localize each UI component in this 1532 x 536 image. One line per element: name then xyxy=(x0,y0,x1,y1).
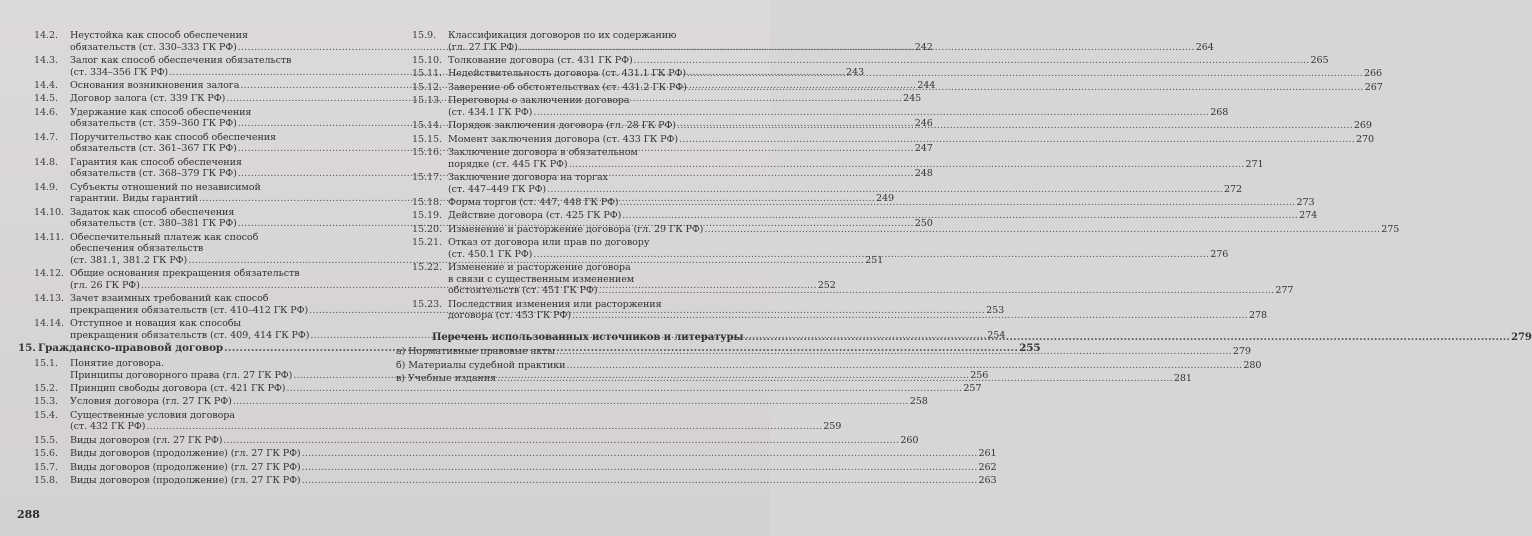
toc-page-ref: 260 xyxy=(900,434,919,446)
dot-leader xyxy=(533,249,1209,261)
toc-page-ref: 249 xyxy=(875,193,894,205)
toc-page-ref: 253 xyxy=(986,304,1005,316)
toc-page-ref: 276 xyxy=(1210,248,1229,260)
toc-entry-title: Виды договоров (продолжение) (гл. 27 ГК РФ) xyxy=(70,474,301,486)
toc-entry-title-line: обеспечения обязательств xyxy=(70,243,204,255)
toc-entry-last-line xyxy=(448,285,1293,297)
toc-entry-number: 14.3. xyxy=(34,54,58,66)
toc-entry-number: 14.2. xyxy=(34,30,58,41)
toc-entry-number: 15.14. xyxy=(412,120,442,132)
toc-entry-body xyxy=(448,95,1228,118)
toc-entry-title-line: Задаток как способ обеспечения xyxy=(70,206,235,218)
dot-leader xyxy=(302,448,978,460)
toc-entry-number: 15.6. xyxy=(34,448,58,460)
toc-entry-title: прекращения обязательств (ст. 410–412 ГК РФ) xyxy=(70,304,309,316)
toc-entry-title: (ст. 381.1, 381.2 ГК РФ) xyxy=(70,254,188,266)
toc-page-ref: 265 xyxy=(1310,54,1329,66)
toc-entry-title-line: Изменение и расторжение договора xyxy=(448,262,631,274)
dot-leader xyxy=(233,396,909,408)
toc-entry xyxy=(34,409,842,433)
toc-page-ref: 243 xyxy=(846,66,865,78)
dot-leader xyxy=(572,310,1248,322)
toc-entry-title: обязательств (ст. 380–381 ГК РФ) xyxy=(70,218,237,230)
toc-entry-title: в) Учебные издания xyxy=(396,373,496,385)
toc-entry-title: (ст. 434.1 ГК РФ) xyxy=(448,106,533,118)
toc-page-ref: 270 xyxy=(1355,133,1374,145)
toc-entry-last-line xyxy=(448,184,1242,196)
dot-leader xyxy=(566,360,1242,372)
toc-entry-title-line: Отступное и новация как способы xyxy=(70,318,241,330)
toc-page-ref: 251 xyxy=(865,254,884,266)
toc-page-ref: 275 xyxy=(1381,223,1400,235)
toc-entry-number: 15.22. xyxy=(412,262,442,274)
toc-entry-title: прекращения обязательств (ст. 409, 414 ГК РФ) xyxy=(70,329,310,341)
toc-entry xyxy=(34,474,997,487)
toc-entry xyxy=(34,396,928,408)
toc-entry-number: 14.7. xyxy=(34,131,58,143)
toc-entry-number: 14.8. xyxy=(34,156,58,168)
toc-page-ref: 248 xyxy=(914,168,933,180)
toc-entry-title: Толкование договора (ст. 431 ГК РФ) xyxy=(448,54,633,66)
toc-entry-title: гарантии. Виды гарантий xyxy=(70,193,199,205)
toc-entry-last-line xyxy=(396,373,1192,385)
toc-entry xyxy=(34,448,997,460)
toc-entry-title: (ст. 334–356 ГК РФ) xyxy=(70,66,169,78)
toc-entry-title: (ст. 447–449 ГК РФ) xyxy=(448,183,547,195)
dot-leader xyxy=(519,42,1195,54)
toc-entry-body xyxy=(70,410,841,433)
toc-page-ref: 281 xyxy=(1173,373,1192,385)
toc-entry-body xyxy=(70,462,997,474)
toc-page-ref: 250 xyxy=(914,218,933,230)
toc-entry-body xyxy=(448,224,1399,236)
dot-leader xyxy=(569,159,1245,171)
toc-entry-number: 15.17. xyxy=(412,171,442,183)
toc-entry-number: 15.13. xyxy=(412,95,442,107)
toc-entry-title-line: Отказ от договора или прав по договору xyxy=(448,237,650,249)
toc-entry-last-line xyxy=(70,475,997,487)
toc-entry-last-line xyxy=(448,249,1228,261)
toc-entry-body xyxy=(448,30,1214,53)
toc-entry-last-line xyxy=(396,346,1251,358)
toc-entry-body xyxy=(396,373,1192,385)
toc-entry-title: Виды договоров (продолжение) (гл. 27 ГК РФ) xyxy=(70,461,301,473)
toc-entry-last-line xyxy=(448,134,1374,146)
toc-entry-last-line xyxy=(448,310,1267,322)
dot-leader xyxy=(704,224,1380,236)
toc-entry-body xyxy=(432,329,1532,344)
toc-entry-title: обязательств (ст. 359–360 ГК РФ) xyxy=(70,118,237,130)
toc-entry-body xyxy=(448,237,1228,260)
toc-page-ref: 242 xyxy=(914,41,933,53)
toc-entry-title-line: Классификация договоров по их содержанию xyxy=(448,30,677,41)
dot-leader xyxy=(620,197,1296,209)
toc-entry-title: обязательств (ст. 330–333 ГК РФ) xyxy=(70,41,237,53)
toc-entry-title: договора (ст. 453 ГК РФ) xyxy=(448,310,572,322)
toc-entry xyxy=(34,382,982,395)
toc-page-ref: 266 xyxy=(1363,68,1382,80)
toc-entry-body xyxy=(448,172,1242,195)
toc-entry xyxy=(34,434,919,447)
dot-leader xyxy=(598,285,1274,297)
toc-entry-body xyxy=(448,120,1372,132)
toc-page-ref: 254 xyxy=(987,329,1006,341)
toc-entry-body xyxy=(448,68,1382,80)
dot-leader xyxy=(634,55,1310,67)
toc-page-ref: 273 xyxy=(1296,196,1315,208)
toc-page-ref: 271 xyxy=(1245,158,1264,170)
toc-entry-title-line: Гарантия как способ обеспечения xyxy=(70,156,242,168)
toc-entry-number: 14.4. xyxy=(34,79,58,91)
toc-entry-title: Момент заключения договора (ст. 433 ГК РФ) xyxy=(448,133,679,145)
dot-leader xyxy=(223,435,899,447)
toc-entry-number: 15.23. xyxy=(412,298,442,310)
toc-entry-number: 14.6. xyxy=(34,106,58,118)
toc-entry-title: (гл. 26 ГК РФ) xyxy=(70,279,140,291)
toc-entry-number: 14.13. xyxy=(34,293,64,305)
toc-page-ref: 263 xyxy=(978,474,997,486)
toc-page-ref: 246 xyxy=(914,118,933,130)
toc-entry xyxy=(34,461,997,474)
toc-entry-body xyxy=(70,475,997,487)
dot-leader xyxy=(497,373,1173,385)
toc-entry-last-line xyxy=(448,107,1228,119)
toc-entry-number: 15.7. xyxy=(34,461,58,473)
toc-entry-title: (гл. 27 ГК РФ) xyxy=(448,41,518,53)
toc-entry-title-line: Залог как способ обеспечения обязательств xyxy=(70,54,292,66)
toc-entry-body xyxy=(70,448,997,460)
toc-page-ref: 279 xyxy=(1232,346,1251,358)
toc-entry xyxy=(412,133,1374,146)
toc-entry-number: 15.9. xyxy=(412,30,436,41)
toc-entry xyxy=(412,210,1318,222)
toc-entry-last-line xyxy=(70,396,928,408)
toc-entry-number: 14.9. xyxy=(34,181,58,193)
toc-page-ref: 272 xyxy=(1224,183,1243,195)
toc-entry-title: обстоятельств (ст. 451 ГК РФ) xyxy=(448,285,598,297)
toc-entry-number: 15.8. xyxy=(34,474,58,486)
toc-entry-last-line xyxy=(448,79,1383,94)
toc-entry-title: Основания возникновения залога xyxy=(70,79,240,91)
toc-entry-title-line: Поручительство как способ обеспечения xyxy=(70,131,276,143)
toc-entry xyxy=(396,359,1262,372)
toc-entry-last-line xyxy=(448,197,1315,209)
toc-entry-body xyxy=(448,262,1293,297)
toc-entry-title-line: Обеспечительный платеж как способ xyxy=(70,231,259,243)
dot-leader xyxy=(622,210,1298,222)
toc-page-ref: 244 xyxy=(917,79,936,91)
toc-entry-title: Заверение об обстоятельствах (ст. 431.2 ГК РФ) xyxy=(448,81,687,93)
toc-entry-title-line: Переговоры о заключении договора xyxy=(448,95,630,107)
toc-entry-body xyxy=(396,360,1261,372)
toc-entry-title: Недействительность договора (ст. 431.1 ГК РФ) xyxy=(448,68,687,80)
toc-page-ref: 245 xyxy=(903,93,922,105)
toc-entry-title: обязательств (ст. 368–379 ГК РФ) xyxy=(70,168,237,180)
toc-entry-title: Порядок заключения договора (гл. 28 ГК РФ) xyxy=(448,120,676,132)
dot-leader xyxy=(556,346,1232,358)
toc-entry-last-line xyxy=(448,120,1372,132)
toc-entry-title: а) Нормативные правовые акты xyxy=(396,346,555,358)
toc-entry-body xyxy=(448,299,1267,322)
toc-page-ref: 252 xyxy=(817,279,836,291)
toc-page-ref: 259 xyxy=(823,421,842,433)
toc-page-ref: 264 xyxy=(1195,41,1214,53)
toc-entry-last-line xyxy=(70,462,997,474)
toc-entry-title: Перечень использованных источников и литературы xyxy=(432,331,744,343)
toc-entry-last-line xyxy=(448,55,1329,67)
toc-entry-last-line xyxy=(432,329,1532,344)
toc-entry-title-line: Общие основания прекращения обязательств xyxy=(70,268,300,280)
toc-entry-number: 14.14. xyxy=(34,318,64,330)
dot-leader xyxy=(677,120,1353,132)
toc-entry-number: 15.4. xyxy=(34,409,58,421)
toc-entry-number: 14.10. xyxy=(34,206,64,218)
toc-entry-number: 15.16. xyxy=(412,146,442,158)
dot-leader xyxy=(688,79,1364,94)
toc-entry-number: 14.11. xyxy=(34,231,64,243)
toc-entry-last-line xyxy=(448,42,1214,54)
toc-entry-number: 15.21. xyxy=(412,237,442,249)
toc-entry-title: Виды договоров (продолжение) (гл. 27 ГК РФ) xyxy=(70,448,301,460)
toc-entry-title-line: Зачет взаимных требований как способ xyxy=(70,293,269,305)
toc-entry-number: 15.18. xyxy=(412,196,442,208)
toc-entry-body xyxy=(396,346,1251,358)
dot-leader xyxy=(679,134,1355,146)
toc-entry-title: (ст. 432 ГК РФ) xyxy=(70,421,146,433)
toc-entry-title: Договор залога (ст. 339 ГК РФ) xyxy=(70,93,226,105)
toc-entry-number: 15.10. xyxy=(412,54,442,66)
dot-leader xyxy=(533,107,1209,119)
toc-entry-title: Условия договора (гл. 27 ГК РФ) xyxy=(70,396,232,408)
toc-entry-last-line xyxy=(396,360,1261,372)
toc-entry-number: 15.12. xyxy=(412,81,442,93)
toc-entry-last-line xyxy=(448,159,1264,171)
toc-entry-last-line xyxy=(70,448,997,460)
toc-entry-title-line: Понятие договора. xyxy=(70,358,164,369)
page-number: 288 xyxy=(17,508,40,521)
toc-entry-title-line: Удержание как способ обеспечения xyxy=(70,106,252,118)
toc-entry-title: обязательств (ст. 361–367 ГК РФ) xyxy=(70,143,237,155)
toc-page-ref: 278 xyxy=(1248,310,1267,322)
toc-page-ref: 257 xyxy=(963,382,982,394)
toc-entry-last-line xyxy=(70,421,841,433)
toc-entry-number: 14.12. xyxy=(34,268,64,280)
toc-entry-title-line: в связи с существенным изменением xyxy=(448,273,635,285)
toc-page-ref: 274 xyxy=(1299,210,1318,222)
toc-page-ref: 258 xyxy=(909,396,928,408)
toc-entry-last-line xyxy=(448,224,1399,236)
toc-entry-title-line: Существенные условия договора xyxy=(70,409,235,421)
toc-entry-title: Принципы договорного права (гл. 27 ГК РФ) xyxy=(70,369,293,381)
toc-entry-number: 15.5. xyxy=(34,434,58,446)
dot-leader xyxy=(146,421,822,433)
toc-entry-body xyxy=(448,79,1383,94)
toc-entry-title-line: Заключение договора в обязательном xyxy=(448,146,638,158)
toc-entry-title: Действие договора (ст. 425 ГК РФ) xyxy=(448,210,622,222)
toc-entry-number xyxy=(396,332,432,344)
toc-entry-number: 15.3. xyxy=(34,396,58,408)
toc-entry-body xyxy=(448,210,1317,222)
dot-leader xyxy=(744,329,1510,344)
toc-entry-title: Изменение и расторжение договора (гл. 29 ГК РФ) xyxy=(448,223,704,235)
toc-entry-number: 15.20. xyxy=(412,223,442,235)
toc-page-ref: 280 xyxy=(1243,359,1262,371)
toc-page-ref: 267 xyxy=(1364,81,1383,93)
toc-entry-number: 14.5. xyxy=(34,93,58,105)
toc-entry-body xyxy=(448,147,1264,170)
toc-entry-number: 15.11. xyxy=(412,68,442,80)
toc-page-ref: 256 xyxy=(970,369,989,381)
toc-entry-title: б) Материалы судебной практики xyxy=(396,359,566,371)
toc-entry-body xyxy=(70,435,918,447)
toc-page-ref: 261 xyxy=(978,448,997,460)
toc-page-ref: 262 xyxy=(978,461,997,473)
toc-entry-title-line: Заключение договора на торгах xyxy=(448,171,608,183)
toc-entry-number: 15.1. xyxy=(34,358,58,369)
toc-entry-number: 15.19. xyxy=(412,210,442,222)
toc-entry-body xyxy=(448,55,1329,67)
toc-entry-title: Виды договоров (гл. 27 ГК РФ) xyxy=(70,434,223,446)
toc-entry-last-line xyxy=(448,68,1382,80)
toc-entry-number: 15. xyxy=(18,342,36,355)
toc-page-ref: 279 xyxy=(1511,331,1532,343)
toc-entry-title: Принцип свободы договора (ст. 421 ГК РФ) xyxy=(70,382,286,394)
toc-entry-last-line xyxy=(448,210,1317,222)
toc-page-ref: 268 xyxy=(1210,106,1229,118)
toc-page-ref: 277 xyxy=(1275,285,1294,297)
toc-entry-title-line: Неустойка как способ обеспечения xyxy=(70,30,248,41)
toc-entry-number: 15.2. xyxy=(34,382,58,394)
toc-entry-title: Гражданско-правовой договор xyxy=(38,342,224,355)
dot-leader xyxy=(302,475,978,487)
toc-entry-title: Форма торгов (ст. 447, 448 ГК РФ) xyxy=(448,196,619,208)
toc-entry-body xyxy=(448,197,1315,209)
toc-entry-title-line: Субъекты отношений по независимой xyxy=(70,181,261,193)
toc-entry-title-line: Последствия изменения или расторжения xyxy=(448,298,662,310)
toc-entry-title: порядке (ст. 445 ГК РФ) xyxy=(448,158,568,170)
toc-page-ref: 247 xyxy=(914,143,933,155)
toc-entry xyxy=(412,54,1329,67)
toc-entry-title: (ст. 450.1 ГК РФ) xyxy=(448,248,533,260)
toc-page-ref: 269 xyxy=(1353,120,1372,132)
dot-leader xyxy=(302,462,978,474)
toc-page-ref: 255 xyxy=(1019,342,1041,355)
dot-leader xyxy=(547,184,1223,196)
dot-leader xyxy=(687,68,1363,80)
toc-entry-last-line xyxy=(70,435,918,447)
toc-entry-number: 15.15. xyxy=(412,133,442,145)
toc-entry-body xyxy=(448,134,1374,146)
toc-entry-body xyxy=(70,396,928,408)
